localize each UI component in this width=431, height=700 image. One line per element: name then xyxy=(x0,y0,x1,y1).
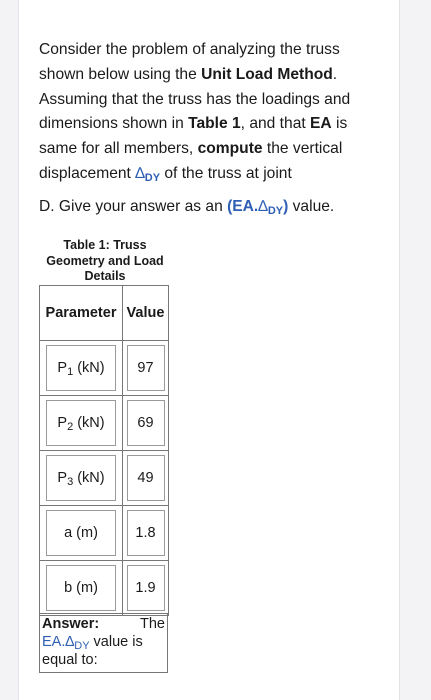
table-row xyxy=(40,396,169,451)
problem-line: is xyxy=(331,115,348,133)
table-header-row xyxy=(40,286,169,341)
param-box xyxy=(46,400,116,446)
dy-subscript: DY xyxy=(74,640,90,652)
param-symbol: a (m) xyxy=(64,525,98,541)
problem-line: Assuming that the truss has the loadings and xyxy=(39,90,351,108)
value-cell xyxy=(123,341,169,396)
answer-text: The xyxy=(140,616,165,632)
answer-box[interactable] xyxy=(39,613,168,673)
problem-line: the vertical xyxy=(262,140,343,158)
value-box: 69 xyxy=(127,400,165,446)
parameters-table xyxy=(39,285,169,616)
param-symbol: P xyxy=(57,415,68,431)
value-cell xyxy=(123,506,169,561)
value-cell xyxy=(123,451,169,506)
param-box xyxy=(46,565,116,611)
param-box xyxy=(46,455,116,501)
value-box: 1.8 xyxy=(127,510,165,556)
param-cell xyxy=(40,396,123,451)
problem-line: shown below using the xyxy=(39,65,202,83)
param-box xyxy=(46,345,116,391)
punct: . xyxy=(332,65,338,83)
table-caption: Table 1: Truss Geometry and Load Details xyxy=(46,238,164,283)
table-row xyxy=(40,561,169,616)
table-row xyxy=(40,506,169,561)
table-row xyxy=(40,341,169,396)
answer-ea: EA. xyxy=(42,634,66,650)
dy-subscript: DY xyxy=(144,171,161,184)
problem-line: dimensions shown in xyxy=(39,115,189,133)
value-box: 1.9 xyxy=(127,565,165,611)
param-cell xyxy=(40,341,123,396)
problem-line: value. xyxy=(288,197,335,215)
problem-line: D. Give your answer as an xyxy=(39,197,228,215)
answer-text: equal to: xyxy=(42,652,98,668)
value-box: 49 xyxy=(127,455,165,501)
problem-line: Consider the problem of analyzing the truss xyxy=(39,41,340,58)
delta-symbol: ∆ xyxy=(65,634,75,650)
problem-line: same for all members, xyxy=(39,140,198,158)
header-parameter: Parameter xyxy=(40,286,123,341)
method-name: Unit Load Method xyxy=(201,65,333,83)
param-unit: (kN) xyxy=(73,415,105,431)
ea-ref: EA xyxy=(310,115,332,133)
problem-line: of the truss at joint xyxy=(160,164,292,182)
delta-symbol: ∆ xyxy=(135,164,145,182)
param-box xyxy=(46,510,116,556)
answer-label: Answer: xyxy=(42,616,100,632)
problem-statement xyxy=(39,38,384,220)
close-paren: ) xyxy=(283,197,289,215)
table-ref: Table 1 xyxy=(188,115,241,133)
param-symbol: P xyxy=(57,470,68,486)
problem-line: displacement xyxy=(39,164,136,182)
value-cell xyxy=(123,561,169,616)
param-symbol: P xyxy=(57,360,68,376)
param-symbol: b (m) xyxy=(64,580,98,596)
value-box: 97 xyxy=(127,345,165,391)
param-cell xyxy=(40,561,123,616)
question-card xyxy=(18,0,400,700)
param-cell xyxy=(40,506,123,561)
header-value: Value xyxy=(123,286,169,341)
param-unit: (kN) xyxy=(73,360,105,376)
param-cell xyxy=(40,451,123,506)
param-sub: 1 xyxy=(67,366,74,378)
dy-subscript: DY xyxy=(267,204,284,217)
param-unit: (kN) xyxy=(73,470,105,486)
compute-word: compute xyxy=(197,140,263,158)
value-cell xyxy=(123,396,169,451)
param-sub: 2 xyxy=(67,421,74,433)
ea-expression: (EA. xyxy=(227,197,259,215)
problem-line: , and that xyxy=(240,115,311,133)
table-row xyxy=(40,451,169,506)
delta-symbol: ∆ xyxy=(258,197,268,215)
answer-text: value is xyxy=(89,634,143,650)
param-sub: 3 xyxy=(67,476,74,488)
